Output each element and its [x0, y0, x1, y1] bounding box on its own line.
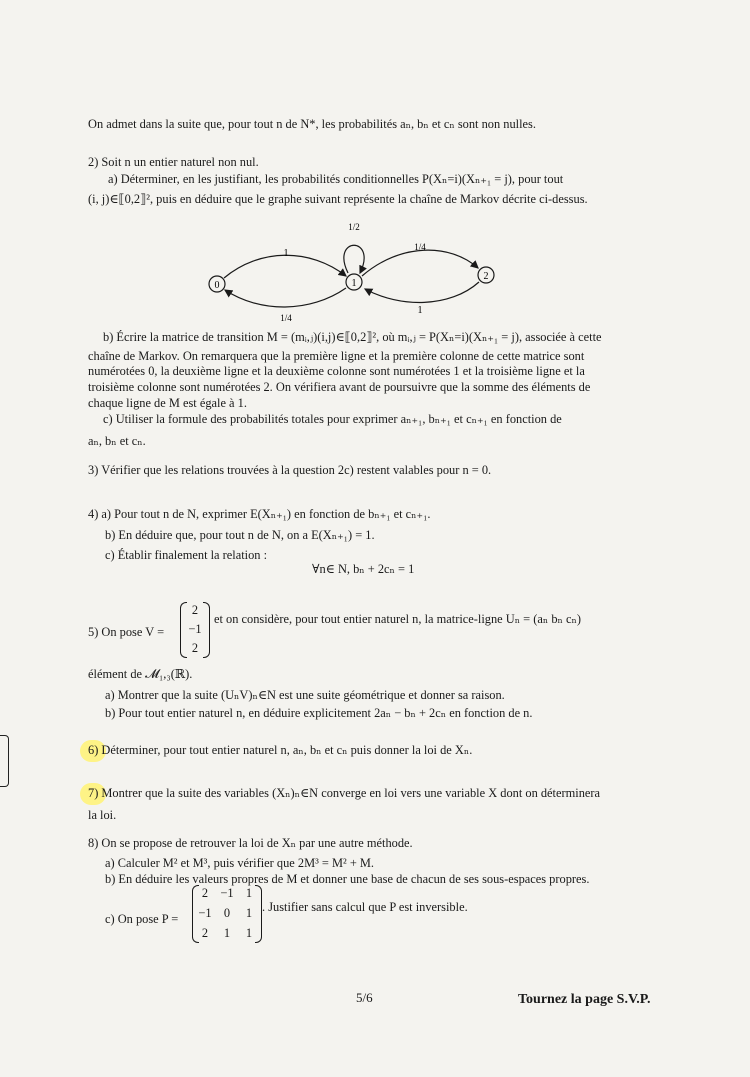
- q5-post: et on considère, pour tout entier naturel n, la matrice-ligne Uₙ = (aₙ bₙ cₙ): [214, 612, 581, 626]
- q2b-line4: troisième colonne sont numérotées 2. On vérifiera avant de poursuivre que la somme des éléments de: [88, 380, 591, 394]
- matrix-p-entry: 1: [245, 926, 253, 940]
- q4b-text: b) En déduire que, pour tout n de N, on a E(Xₙ₊₁) = 1.: [105, 528, 375, 542]
- q5-pre: 5) On pose V =: [88, 625, 165, 639]
- matrix-p-entry: 0: [223, 906, 231, 920]
- q2b-line1: b) Écrire la matrice de transition M = (mᵢ,ⱼ)(i,j)∈⟦0,2⟧², où mᵢ,ⱼ = P(Xₙ=i)(Xₙ₊₁ = j), associée à cette: [103, 330, 602, 344]
- label-0-1: 1: [283, 248, 289, 259]
- matrix-p-entry: 1: [245, 886, 253, 900]
- scan-edge-mark: [0, 735, 9, 787]
- q2b-line2: chaîne de Markov. On remarquera que la première ligne et la première colonne de cette matrice sont: [88, 349, 585, 363]
- q6-text: 6) Déterminer, pour tout entier naturel n, aₙ, bₙ et cₙ puis donner la loi de Xₙ.: [88, 743, 473, 757]
- q4a-text: 4) a) Pour tout n de N, exprimer E(Xₙ₊₁) en fonction de bₙ₊₁ et cₙ₊₁.: [88, 507, 431, 521]
- matrix-p: [192, 885, 262, 943]
- q8a-text: a) Calculer M² et M³, puis vérifier que 2M³ = M² + M.: [105, 856, 375, 870]
- vector-v: [180, 602, 210, 658]
- matrix-p-entry: −1: [220, 886, 234, 900]
- q7-line2: la loi.: [88, 808, 117, 822]
- label-1-2: 1/4: [414, 242, 426, 252]
- node-1-label: 1: [351, 278, 357, 289]
- q2a-line1: a) Déterminer, en les justifiant, les probabilités conditionnelles P(Xₙ=i)(Xₙ₊₁ = j), pour tout: [108, 172, 564, 186]
- edge-2-1: [365, 282, 479, 302]
- matrix-p-entry: 1: [245, 906, 253, 920]
- vector-v-entry: −1: [188, 622, 202, 636]
- label-1-1: 1/2: [348, 222, 360, 232]
- q4c-text: c) Établir finalement la relation :: [105, 548, 268, 562]
- q8b-text: b) En déduire les valeurs propres de M et donner une base de chacun de ses sous-espaces propres.: [105, 872, 590, 886]
- q8c-post: . Justifier sans calcul que P est inversible.: [262, 900, 468, 914]
- q2c-line2: aₙ, bₙ et cₙ.: [88, 434, 146, 448]
- edge-1-1: [344, 245, 364, 273]
- q5a-text: a) Montrer que la suite (UₙV)ₙ∈N est une suite géométrique et donner sa raison.: [105, 688, 505, 702]
- matrix-p-entry: 2: [201, 886, 209, 900]
- matrix-p-entry: 1: [223, 926, 231, 940]
- q5-elem: élément de 𝓜₁,₃(ℝ).: [88, 667, 193, 681]
- vector-v-entry: 2: [191, 641, 199, 655]
- matrix-p-entry: −1: [198, 906, 212, 920]
- label-1-0: 1/4: [280, 313, 292, 323]
- markov-graph: [200, 218, 510, 328]
- edge-1-0: [225, 288, 346, 307]
- q8c-pre: c) On pose P =: [105, 912, 179, 926]
- q4-relation: ∀n∈ N, bₙ + 2cₙ = 1: [312, 562, 415, 576]
- intro-text: On admet dans la suite que, pour tout n de N*, les probabilités aₙ, bₙ et cₙ sont non nulles.: [88, 117, 536, 131]
- q2a-line2: (i, j)∈⟦0,2⟧², puis en déduire que le graphe suivant représente la chaîne de Markov décrite ci-dessus.: [88, 192, 588, 206]
- q3-text: 3) Vérifier que les relations trouvées à la question 2c) restent valables pour n = 0.: [88, 463, 492, 477]
- turn-page-note: Tournez la page S.V.P.: [518, 992, 651, 1007]
- matrix-p-entry: 2: [201, 926, 209, 940]
- node-0-label: 0: [214, 280, 220, 291]
- q5b-text: b) Pour tout entier naturel n, en déduire explicitement 2aₙ − bₙ + 2cₙ en fonction de n.: [105, 706, 533, 720]
- vector-v-entry: 2: [191, 603, 199, 617]
- q2-heading: 2) Soit n un entier naturel non nul.: [88, 155, 259, 169]
- q7-line1: 7) Montrer que la suite des variables (Xₙ)ₙ∈N converge en loi vers une variable X dont on déterminera: [88, 786, 601, 800]
- node-2-label: 2: [483, 271, 489, 282]
- q8-heading: 8) On se propose de retrouver la loi de Xₙ par une autre méthode.: [88, 836, 413, 850]
- q2b-line5: chaque ligne de M est égale à 1.: [88, 396, 247, 410]
- label-2-1: 1: [417, 305, 423, 316]
- q2c-line1: c) Utiliser la formule des probabilités totales pour exprimer aₙ₊₁, bₙ₊₁ et cₙ₊₁ en fonction de: [103, 412, 562, 426]
- edge-1-2: [362, 250, 478, 276]
- q2b-line3: numérotées 0, la deuxième ligne et la deuxième colonne sont numérotées 1 et la troisième ligne et la: [88, 364, 585, 378]
- page-number: 5/6: [356, 990, 373, 1005]
